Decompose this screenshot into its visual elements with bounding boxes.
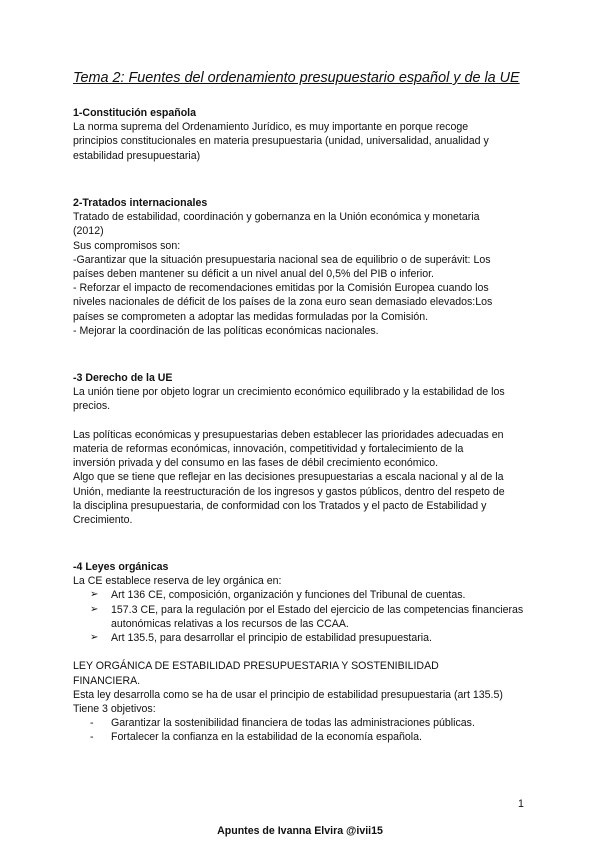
list-item bbox=[73, 631, 535, 645]
paragraph-line: - Mejorar la coordinación de las políticas económicas nacionales. bbox=[73, 324, 379, 337]
section-heading: -3 Derecho de la UE bbox=[73, 372, 173, 384]
list-item bbox=[73, 588, 535, 602]
paragraph-line: materia de reformas económicas, innovación, competitividad y fortalecimiento de la bbox=[73, 443, 464, 455]
paragraph-line: niveles nacionales de déficit de los países de la zona euro sean demasiado elevados:Los bbox=[73, 296, 493, 309]
paragraph-line: principios constitucionales en materia presupuestaria (unidad, universalidad, anualidad y bbox=[73, 135, 489, 148]
paragraph-line: La unión tiene por objeto lograr un crecimiento económico equilibrado y la estabilidad de los bbox=[73, 386, 505, 399]
page-title: Tema 2: Fuentes del ordenamiento presupuestario español y de la UE bbox=[73, 70, 520, 86]
page-number: 1 bbox=[518, 798, 524, 810]
paragraph-line: Esta ley desarrolla como se ha de usar el principio de estabilidad presupuestaria (art 135.5) bbox=[73, 688, 503, 701]
paragraph-line: La CE establece reserva de ley orgánica en: bbox=[73, 575, 282, 588]
paragraph-line: precios. bbox=[73, 400, 111, 413]
objectives-list bbox=[73, 716, 535, 744]
list-item bbox=[73, 603, 535, 631]
list-item-text: Garantizar la sostenibilidad financiera de todas las administraciones públicas. bbox=[111, 717, 475, 730]
section-constitucion bbox=[73, 106, 535, 163]
list-item-text: Fortalecer la confianza en la estabilidad de la economía española. bbox=[111, 731, 422, 744]
paragraph-line: la disciplina presupuestaria, de conformidad con los Tratados y el pacto de Estabilidad y bbox=[73, 499, 487, 512]
section-heading: -4 Leyes orgánicas bbox=[73, 561, 169, 573]
paragraph-line: -Garantizar que la situación presupuestaria nacional sea de equilibrio o de superávit: Los bbox=[73, 253, 491, 266]
arrow-bullet-icon: ➢ bbox=[90, 632, 99, 644]
paragraph-line: Unión, mediante la reestructuración de los ingresos y gastos públicos, dentro del respeto de bbox=[73, 485, 505, 498]
paragraph-line: Sus compromisos son: bbox=[73, 239, 181, 252]
paragraph-line: Tratado de estabilidad, coordinación y gobernanza en la Unión económica y monetaria bbox=[73, 211, 480, 224]
list-item-text: Art 135.5, para desarrollar el principio de estabilidad presupuestaria. bbox=[111, 632, 432, 645]
page-footer: Apuntes de Ivanna Elvira @ivii15 bbox=[217, 825, 383, 837]
dash-bullet: - bbox=[90, 717, 94, 730]
paragraph-line: - Reforzar el impacto de recomendaciones emitidas por la Comisión Europea cuando los bbox=[73, 282, 489, 295]
arrow-list bbox=[73, 588, 535, 645]
paragraph-line: Crecimiento. bbox=[73, 514, 133, 527]
list-item bbox=[73, 716, 535, 730]
section-leyes-organicas bbox=[73, 560, 535, 745]
paragraph-line: estabilidad presupuestaria) bbox=[73, 149, 201, 162]
paragraph-line: Tiene 3 objetivos: bbox=[73, 703, 156, 716]
law-title-line: LEY ORGÁNICA DE ESTABILIDAD PRESUPUESTARIA Y SOSTENIBILIDAD bbox=[73, 660, 439, 673]
paragraph-line: inversión privada y del consumo en las fases de débil crecimiento económico. bbox=[73, 457, 439, 470]
list-item-text: Art 136 CE, composición, organización y funciones del Tribunal de cuentas. bbox=[111, 589, 466, 602]
paragraph-line: Las políticas económicas y presupuestarias deben establecer las prioridades adecuadas en bbox=[73, 428, 504, 441]
paragraph-line: países deben mantener su déficit a un nivel anual del 0,5% del PIB o inferior. bbox=[73, 268, 435, 281]
arrow-bullet-icon: ➢ bbox=[90, 589, 99, 601]
law-title-line: FINANCIERA. bbox=[73, 674, 141, 687]
section-tratados bbox=[73, 196, 535, 338]
section-derecho-ue bbox=[73, 371, 535, 527]
paragraph-line: Algo que se tiene que reflejar en las decisiones presupuestarias a escala nacional y al de la bbox=[73, 471, 504, 484]
dash-bullet: - bbox=[90, 731, 94, 744]
list-item bbox=[73, 730, 535, 744]
arrow-bullet-icon: ➢ bbox=[90, 603, 99, 615]
section-heading: 2-Tratados internacionales bbox=[73, 197, 208, 209]
paragraph-line: La norma suprema del Ordenamiento Jurídico, es muy importante en porque recoge bbox=[73, 121, 469, 134]
paragraph-line: países se comprometen a adoptar las medidas formuladas por la Comisión. bbox=[73, 310, 429, 323]
paragraph-line: (2012) bbox=[73, 225, 104, 238]
section-heading: 1-Constitución española bbox=[73, 107, 197, 119]
list-item-text: 157.3 CE, para la regulación por el Estado del ejercicio de las competencias financieras autonómicas relativas a los recursos de las CCAA. bbox=[111, 603, 524, 630]
